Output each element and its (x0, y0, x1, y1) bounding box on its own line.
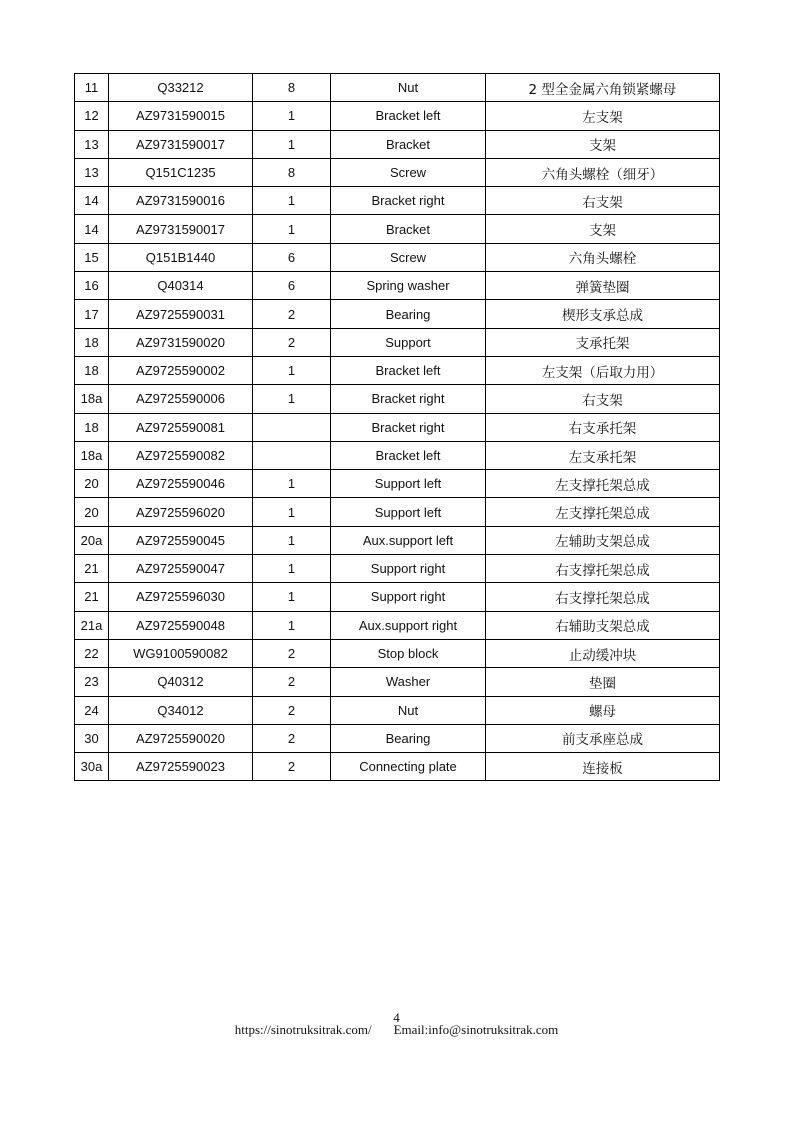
english-name-cell: Aux.support right (331, 611, 486, 639)
part-number-cell: AZ9725590046 (109, 470, 253, 498)
item-number-cell: 21 (75, 583, 109, 611)
chinese-name-cell: 左支撑托架总成 (486, 498, 720, 526)
chinese-name-cell: 支架 (486, 130, 720, 158)
part-number-cell: AZ9725590082 (109, 441, 253, 469)
part-number-cell: AZ9725590020 (109, 724, 253, 752)
part-number-cell: AZ9731590017 (109, 215, 253, 243)
chinese-name-cell: 止动缓冲块 (486, 639, 720, 667)
item-number-cell: 14 (75, 187, 109, 215)
part-number-cell: AZ9725590047 (109, 555, 253, 583)
chinese-name-cell: 右辅助支架总成 (486, 611, 720, 639)
item-number-cell: 18a (75, 385, 109, 413)
english-name-cell: Aux.support left (331, 526, 486, 554)
part-number-cell: AZ9725590045 (109, 526, 253, 554)
table-row (75, 583, 720, 611)
chinese-name-cell: 支承托架 (486, 328, 720, 356)
table-row (75, 724, 720, 752)
quantity-cell: 1 (253, 215, 331, 243)
table-row (75, 300, 720, 328)
part-number-cell: Q34012 (109, 696, 253, 724)
english-name-cell: Bracket (331, 215, 486, 243)
quantity-cell: 2 (253, 668, 331, 696)
part-number-cell: Q40312 (109, 668, 253, 696)
table-row (75, 441, 720, 469)
quantity-cell: 1 (253, 583, 331, 611)
chinese-name-cell: 六角头螺栓 (486, 243, 720, 271)
english-name-cell: Bracket right (331, 413, 486, 441)
table-row (75, 555, 720, 583)
email-link[interactable]: Email:info@sinotruksitrak.com (393, 1022, 559, 1037)
item-number-cell: 13 (75, 130, 109, 158)
chinese-name-cell: 右支撑托架总成 (486, 583, 720, 611)
english-name-cell: Support right (331, 555, 486, 583)
table-row (75, 328, 720, 356)
english-name-cell: Bracket left (331, 102, 486, 130)
quantity-cell: 1 (253, 385, 331, 413)
item-number-cell: 17 (75, 300, 109, 328)
english-name-cell: Support left (331, 470, 486, 498)
table-row (75, 696, 720, 724)
footer-contact (0, 1022, 793, 1038)
item-number-cell: 30a (75, 753, 109, 781)
english-name-cell: Connecting plate (331, 753, 486, 781)
english-name-cell: Screw (331, 243, 486, 271)
part-number-cell: AZ9731590020 (109, 328, 253, 356)
table-row (75, 102, 720, 130)
chinese-name-cell: 楔形支承总成 (486, 300, 720, 328)
chinese-name-cell: 左支撑托架总成 (486, 470, 720, 498)
chinese-name-cell: 左支承托架 (486, 441, 720, 469)
table-row (75, 356, 720, 384)
part-number-cell: AZ9725596020 (109, 498, 253, 526)
table-row (75, 243, 720, 271)
english-name-cell: Nut (331, 74, 486, 102)
item-number-cell: 18a (75, 441, 109, 469)
item-number-cell: 21a (75, 611, 109, 639)
quantity-cell: 6 (253, 243, 331, 271)
chinese-name-cell: 2 型全金属六角锁紧螺母 (486, 74, 720, 102)
item-number-cell: 11 (75, 74, 109, 102)
part-number-cell: Q151B1440 (109, 243, 253, 271)
part-number-cell: AZ9731590016 (109, 187, 253, 215)
part-number-cell: WG9100590082 (109, 639, 253, 667)
table-row (75, 668, 720, 696)
quantity-cell: 2 (253, 753, 331, 781)
chinese-name-cell: 右支承托架 (486, 413, 720, 441)
part-number-cell: AZ9731590015 (109, 102, 253, 130)
quantity-cell: 2 (253, 328, 331, 356)
item-number-cell: 22 (75, 639, 109, 667)
quantity-cell (253, 413, 331, 441)
table-row (75, 413, 720, 441)
chinese-name-cell: 弹簧垫圈 (486, 272, 720, 300)
item-number-cell: 15 (75, 243, 109, 271)
english-name-cell: Spring washer (331, 272, 486, 300)
item-number-cell: 21 (75, 555, 109, 583)
table-row (75, 753, 720, 781)
quantity-cell: 1 (253, 102, 331, 130)
quantity-cell: 1 (253, 555, 331, 583)
chinese-name-cell: 左支架 (486, 102, 720, 130)
table-row (75, 470, 720, 498)
table-row (75, 74, 720, 102)
part-number-cell: Q40314 (109, 272, 253, 300)
chinese-name-cell: 左辅助支架总成 (486, 526, 720, 554)
part-number-cell: AZ9725596030 (109, 583, 253, 611)
quantity-cell: 1 (253, 187, 331, 215)
chinese-name-cell: 垫圈 (486, 668, 720, 696)
quantity-cell: 1 (253, 470, 331, 498)
english-name-cell: Bearing (331, 724, 486, 752)
quantity-cell: 2 (253, 300, 331, 328)
english-name-cell: Screw (331, 158, 486, 186)
english-name-cell: Support left (331, 498, 486, 526)
english-name-cell: Bracket left (331, 441, 486, 469)
english-name-cell: Support right (331, 583, 486, 611)
part-number-cell: AZ9725590031 (109, 300, 253, 328)
item-number-cell: 18 (75, 356, 109, 384)
item-number-cell: 23 (75, 668, 109, 696)
item-number-cell: 14 (75, 215, 109, 243)
quantity-cell: 1 (253, 526, 331, 554)
item-number-cell: 13 (75, 158, 109, 186)
table-row (75, 215, 720, 243)
part-number-cell: AZ9725590023 (109, 753, 253, 781)
quantity-cell: 8 (253, 74, 331, 102)
english-name-cell: Bracket left (331, 356, 486, 384)
english-name-cell: Nut (331, 696, 486, 724)
quantity-cell: 6 (253, 272, 331, 300)
table-row (75, 611, 720, 639)
part-number-cell: Q33212 (109, 74, 253, 102)
parts-table (74, 73, 720, 781)
item-number-cell: 20 (75, 498, 109, 526)
english-name-cell: Bracket (331, 130, 486, 158)
item-number-cell: 20 (75, 470, 109, 498)
table-row (75, 639, 720, 667)
english-name-cell: Bracket right (331, 187, 486, 215)
english-name-cell: Bearing (331, 300, 486, 328)
item-number-cell: 20a (75, 526, 109, 554)
quantity-cell: 8 (253, 158, 331, 186)
chinese-name-cell: 右支架 (486, 385, 720, 413)
chinese-name-cell: 前支承座总成 (486, 724, 720, 752)
part-number-cell: Q151C1235 (109, 158, 253, 186)
table-row (75, 158, 720, 186)
item-number-cell: 24 (75, 696, 109, 724)
quantity-cell: 1 (253, 498, 331, 526)
item-number-cell: 18 (75, 328, 109, 356)
table-row (75, 385, 720, 413)
quantity-cell (253, 441, 331, 469)
chinese-name-cell: 连接板 (486, 753, 720, 781)
quantity-cell: 1 (253, 130, 331, 158)
item-number-cell: 16 (75, 272, 109, 300)
chinese-name-cell: 右支撑托架总成 (486, 555, 720, 583)
parts-table-body (75, 74, 720, 781)
table-row (75, 272, 720, 300)
table-row (75, 187, 720, 215)
english-name-cell: Support (331, 328, 486, 356)
chinese-name-cell: 六角头螺栓（细牙） (486, 158, 720, 186)
table-row (75, 526, 720, 554)
chinese-name-cell: 螺母 (486, 696, 720, 724)
chinese-name-cell: 支架 (486, 215, 720, 243)
item-number-cell: 18 (75, 413, 109, 441)
part-number-cell: AZ9725590002 (109, 356, 253, 384)
table-row (75, 498, 720, 526)
page-number: 4 (393, 1010, 400, 1025)
quantity-cell: 1 (253, 356, 331, 384)
quantity-cell: 2 (253, 696, 331, 724)
part-number-cell: AZ9725590006 (109, 385, 253, 413)
part-number-cell: AZ9731590017 (109, 130, 253, 158)
website-link[interactable]: https://sinotruksitrak.com/ (234, 1022, 372, 1037)
quantity-cell: 2 (253, 724, 331, 752)
part-number-cell: AZ9725590081 (109, 413, 253, 441)
english-name-cell: Washer (331, 668, 486, 696)
quantity-cell: 2 (253, 639, 331, 667)
english-name-cell: Stop block (331, 639, 486, 667)
chinese-name-cell: 左支架（后取力用） (486, 356, 720, 384)
quantity-cell: 1 (253, 611, 331, 639)
table-row (75, 130, 720, 158)
part-number-cell: AZ9725590048 (109, 611, 253, 639)
chinese-name-cell: 右支架 (486, 187, 720, 215)
item-number-cell: 30 (75, 724, 109, 752)
item-number-cell: 12 (75, 102, 109, 130)
english-name-cell: Bracket right (331, 385, 486, 413)
